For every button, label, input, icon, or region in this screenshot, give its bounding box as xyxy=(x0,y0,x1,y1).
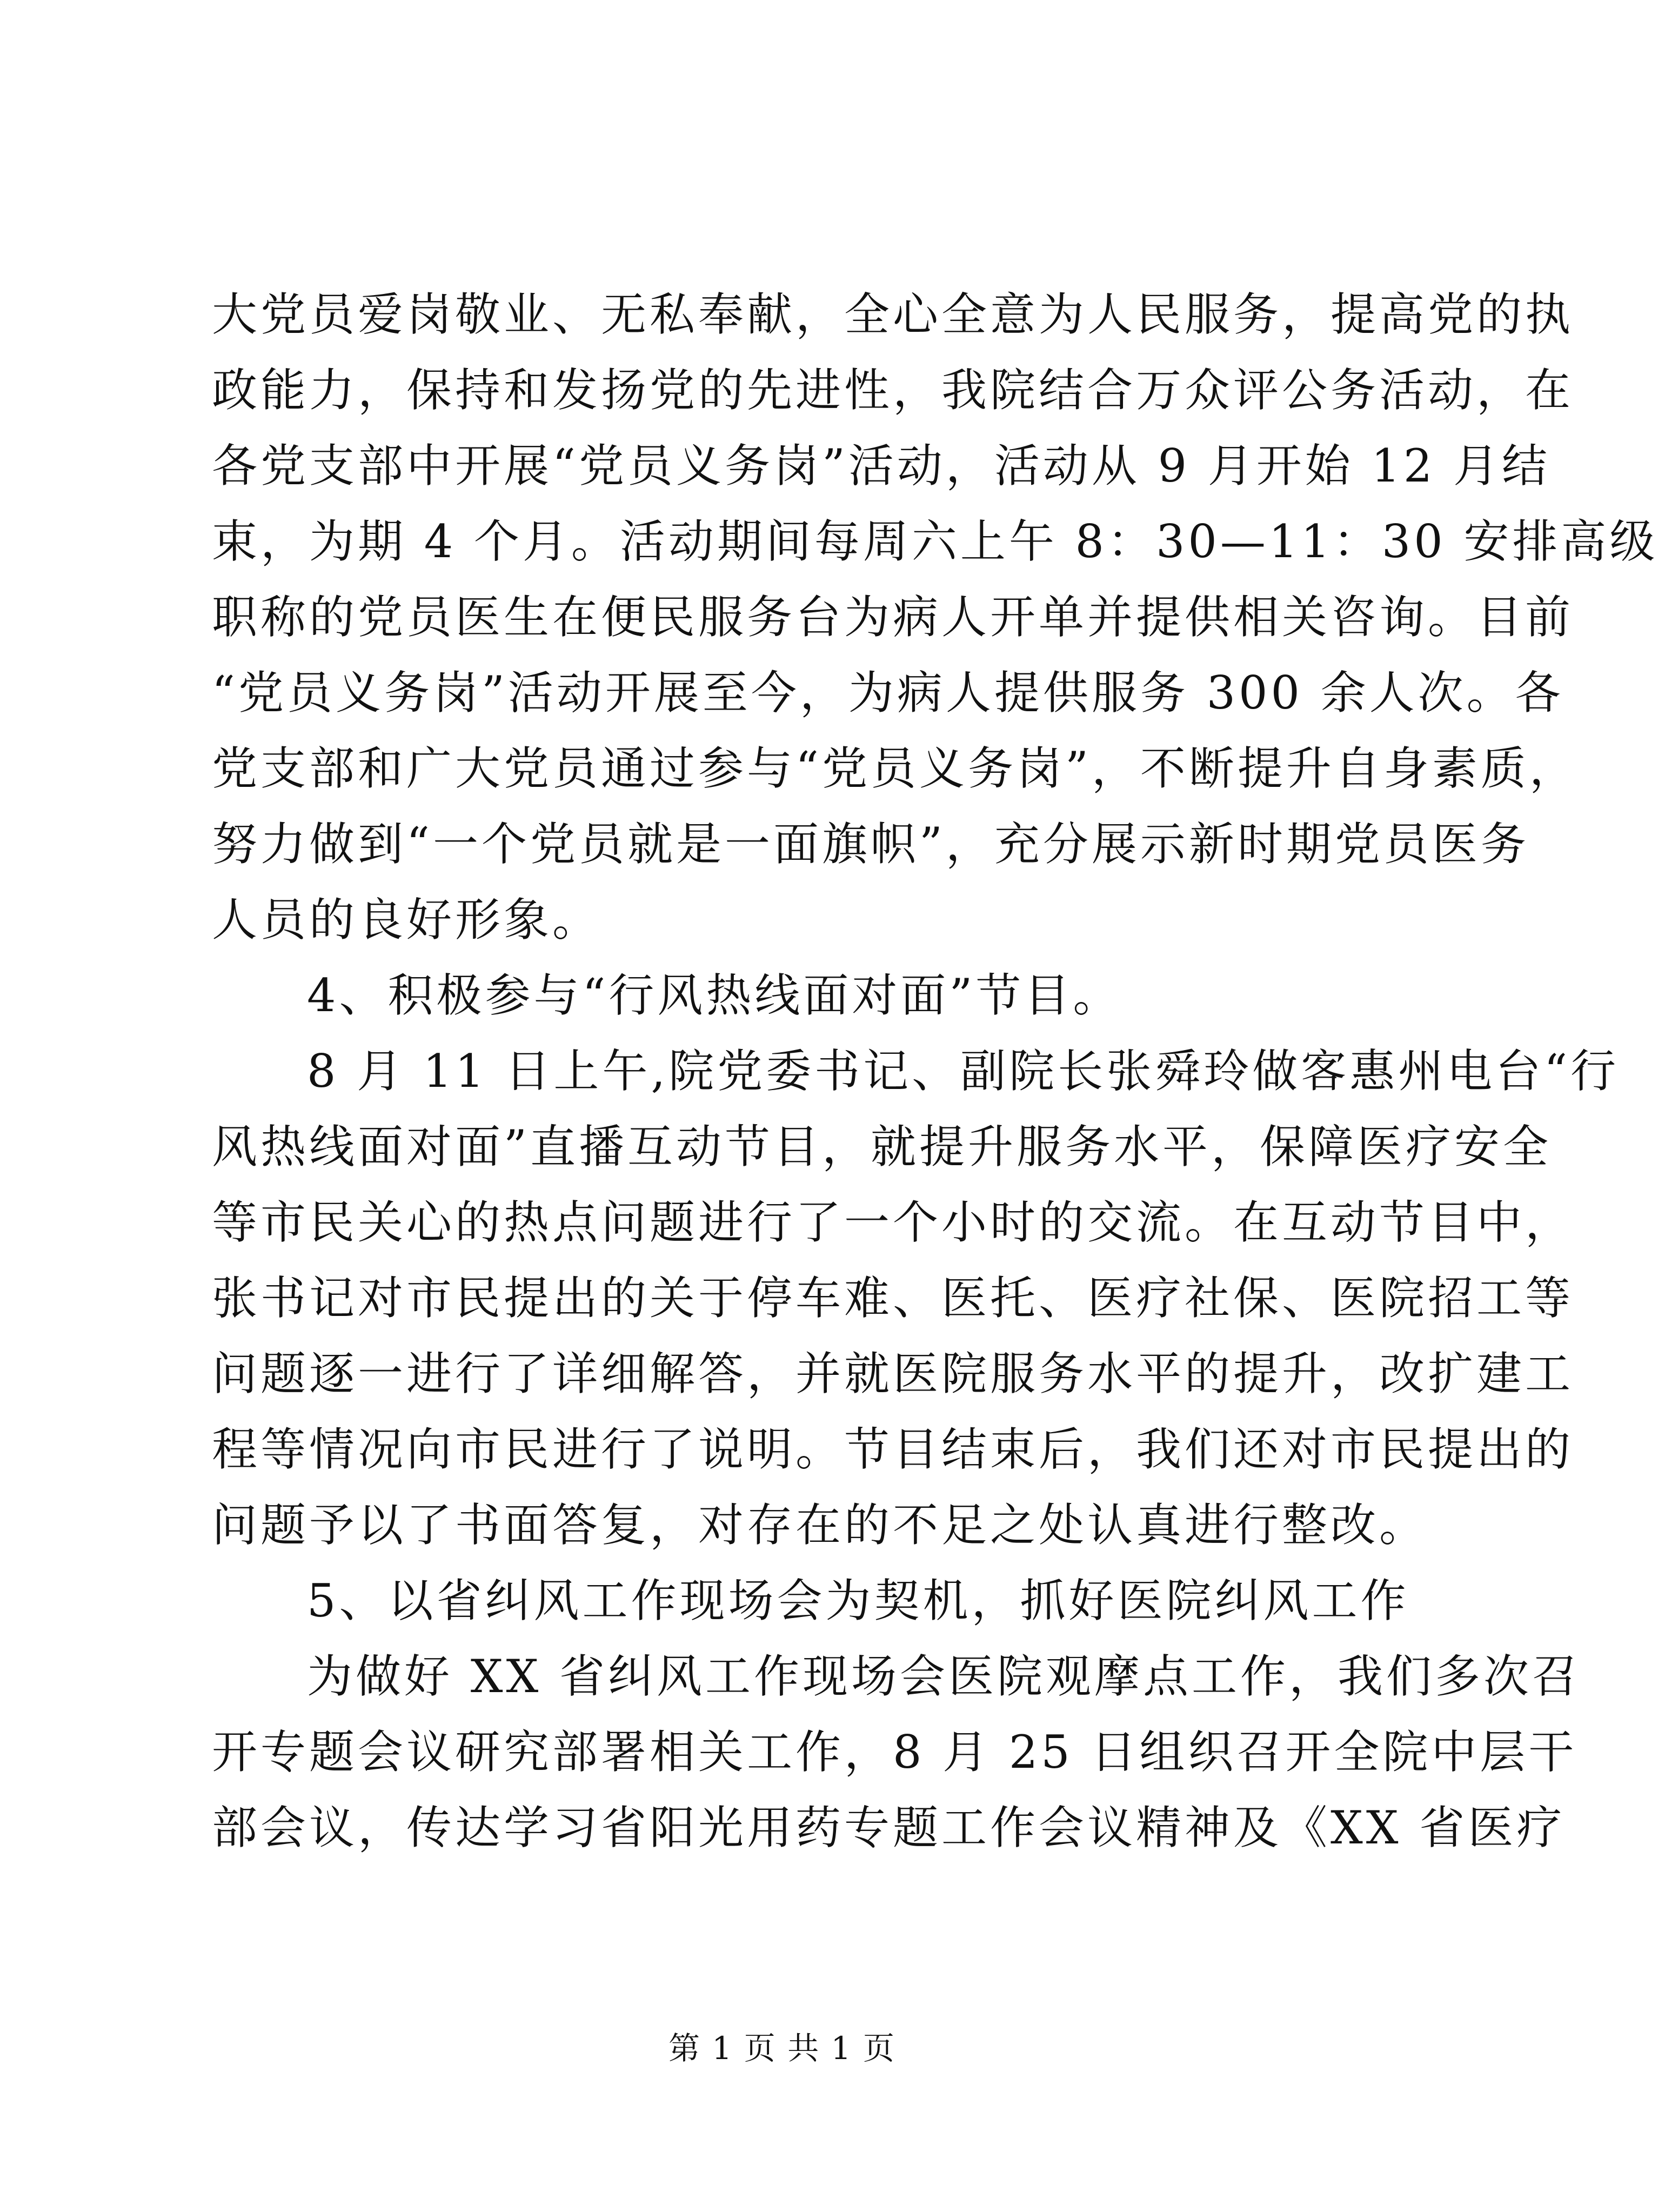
section-heading: 5、以省纠风工作现场会为契机，抓好医院纠风工作 xyxy=(307,1574,1409,1627)
text-line: 等市民关心的热点问题进行了一个小时的交流。在互动节目中， xyxy=(212,1196,1574,1249)
text-line: 问题予以了书面答复，对存在的不足之处认真进行整改。 xyxy=(212,1499,1428,1552)
text-line: 程等情况向市民进行了说明。节目结束后，我们还对市民提出的 xyxy=(212,1423,1574,1476)
text-line: 人员的良好形象。 xyxy=(212,893,601,946)
page-number-label: 第 1 页 共 1 页 xyxy=(668,2030,895,2067)
document-body xyxy=(212,277,1658,1866)
page-footer xyxy=(0,2027,1564,2070)
text-line: 努力做到“一个党员就是一面旗帜”，充分展示新时期党员医务 xyxy=(212,818,1529,871)
text-line: “党员义务岗”活动开展至今，为病人提供服务 300 余人次。各 xyxy=(212,666,1564,719)
text-line: 8 月 11 日上午,院党委书记、副院长张舜玲做客惠州电台“行 xyxy=(307,1045,1620,1098)
text-line: 大党员爱岗敬业、无私奉献，全心全意为人民服务，提高党的执 xyxy=(212,288,1574,341)
text-line: 张书记对市民提出的关于停车难、医托、医疗社保、医院招工等 xyxy=(212,1272,1574,1325)
text-line: 问题逐一进行了详细解答，并就医院服务水平的提升，改扩建工 xyxy=(212,1347,1574,1400)
text-line: 为做好 XX 省纠风工作现场会医院观摩点工作，我们多次召 xyxy=(307,1650,1581,1703)
text-line: 政能力，保持和发扬党的先进性，我院结合万众评公务活动，在 xyxy=(212,364,1574,417)
text-line: 职称的党员医生在便民服务台为病人开单并提供相关咨询。目前 xyxy=(212,591,1574,644)
text-line: 部会议，传达学习省阳光用药专题工作会议精神及《XX 省医疗 xyxy=(212,1801,1566,1854)
section-heading: 4、积极参与“行风热线面对面”节目。 xyxy=(307,969,1122,1022)
text-line: 开专题会议研究部署相关工作，8 月 25 日组织召开全院中层干 xyxy=(212,1726,1577,1779)
text-line: 各党支部中开展“党员义务岗”活动，活动从 9 月开始 12 月结 xyxy=(212,439,1551,492)
text-line: 束，为期 4 个月。活动期间每周六上午 8：30—11：30 安排高级 xyxy=(212,515,1658,568)
text-line: 风热线面对面”直播互动节目，就提升服务水平，保障医疗安全 xyxy=(212,1120,1552,1173)
text-line: 党支部和广大党员通过参与“党员义务岗”，不断提升自身素质， xyxy=(212,742,1578,795)
